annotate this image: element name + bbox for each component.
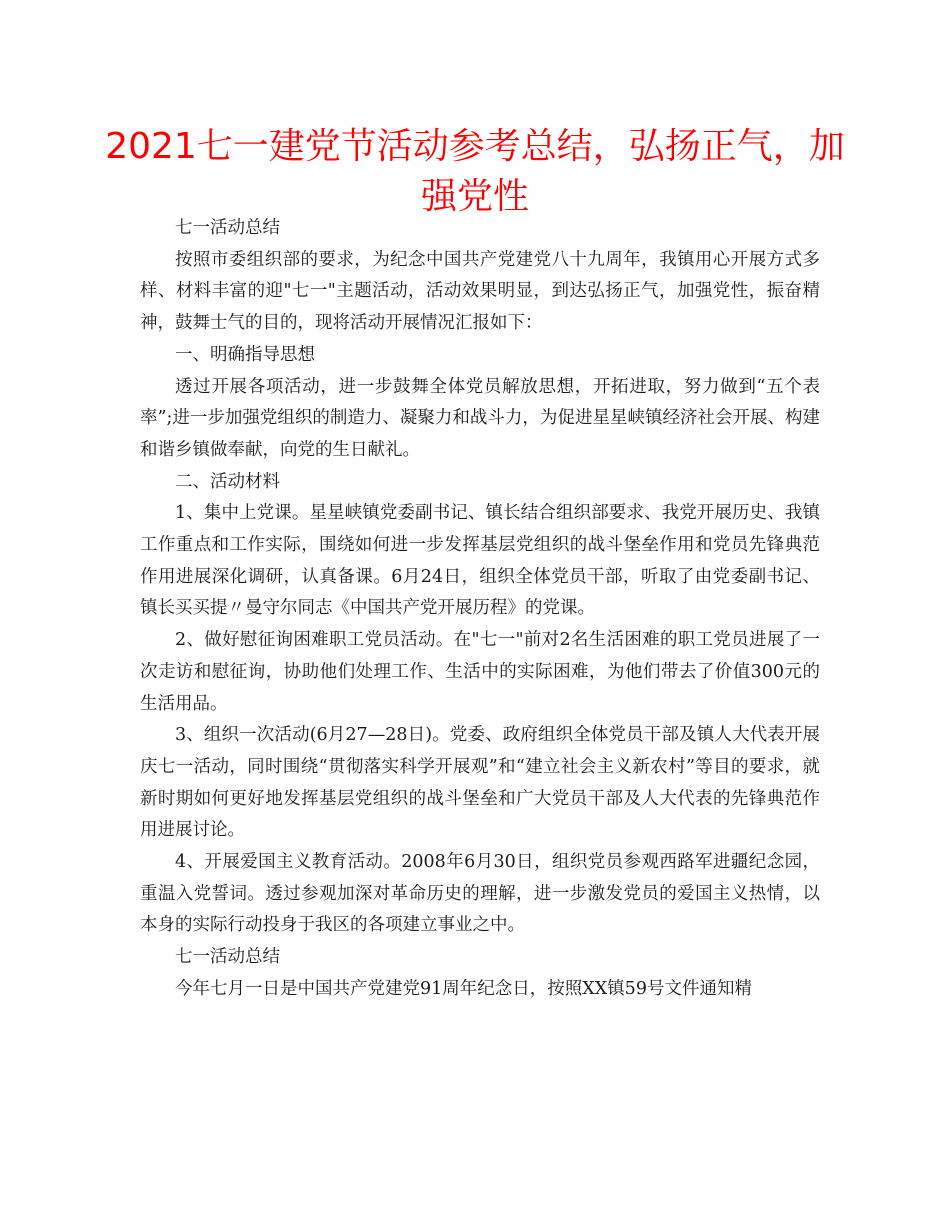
paragraph: 2、做好慰征询困难职工党员活动。在"七一"前对2名生活困难的职工党员进展了一次走访和慰征询，协助他们处理工作、生活中的实际困难，为他们带去了价值300元的生活用品。 (140, 630, 820, 714)
paragraph: 透过开展各项活动，进一步鼓舞全体党员解放思想，开拓进取，努力做到“五个表率”;进一步加强党组织的制造力、凝聚力和战斗力，为促进星星峡镇经济社会开展、构建和谐乡镇做奉献，向党的生日献礼。 (140, 376, 820, 460)
section-heading: 七一活动总结 (175, 218, 280, 238)
paragraph: 1、集中上党课。星星峡镇党委副书记、镇长结合组织部要求、我党开展历史、我镇工作重点和工作实际，围绕如何进一步发挥基层党组织的战斗堡垒作用和党员先锋典范作用进展深化调研，认真备课。6月24日，组织全体党员干部，听取了由党委副书记、镇长买买提〃曼守尔同志《中国共产党开展历程》的党课。 (140, 503, 820, 619)
paragraph: 3、组织一次活动(6月27—28日)。党委、政府组织全体党员干部及镇人大代表开展庆七一活动，同时围绕“贯彻落实科学开展观”和“建立社会主义新农村”等目的要求，就新时期如何更好地发挥基层党组织的战斗堡垒和广大党员干部及人大代表的先锋典范作用进展讨论。 (140, 725, 820, 841)
document-body (140, 213, 820, 1006)
paragraph: 4、开展爱国主义教育活动。2008年6月30日，组织党员参观西路军进疆纪念园，重温入党誓词。透过参观加深对革命历史的理解，进一步激发党员的爱国主义热情，以本身的实际行动投身于我区的各项建立事业之中。 (140, 852, 820, 936)
section-heading: 一、明确指导思想 (175, 344, 315, 365)
section-heading: 七一活动总结 (175, 947, 280, 968)
section-heading: 二、活动材料 (175, 471, 280, 492)
paragraph: 今年七月一日是中国共产党建党91周年纪念日，按照XX镇59号文件通知精 (175, 978, 752, 999)
document-title: 2021七一建党节活动参考总结，弘扬正气，加强党性 (105, 126, 845, 217)
paragraph: 按照市委组织部的要求，为纪念中国共产党建党八十九周年，我镇用心开展方式多样、材料丰富的迎"七一"主题活动，活动效果明显，到达弘扬正气，加强党性，振奋精神，鼓舞士气的目的，现将活动开展情况汇报如下： (140, 249, 820, 334)
